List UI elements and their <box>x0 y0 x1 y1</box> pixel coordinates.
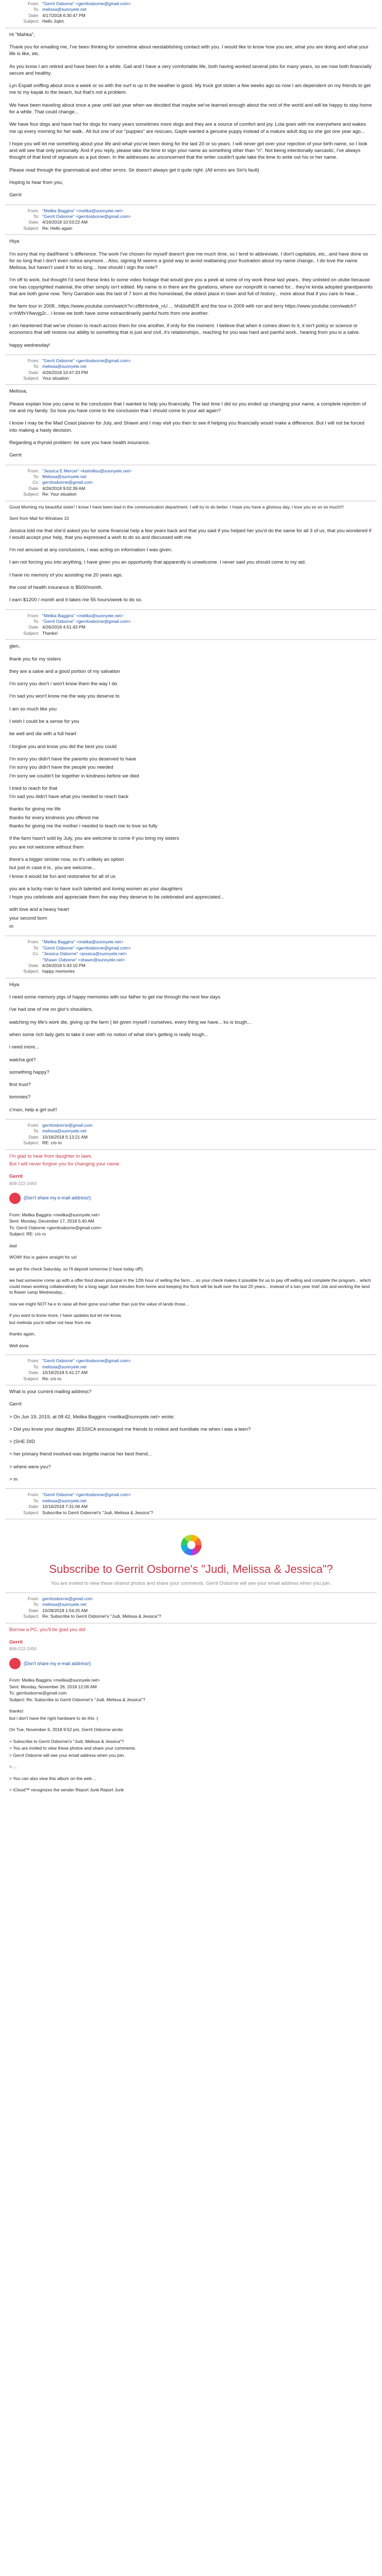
subject-value: Thanks! <box>42 630 58 636</box>
email-body <box>0 981 382 1113</box>
line: they are a salve and a good portion of my salvation <box>9 668 120 674</box>
paragraph: thanks! <box>9 1708 24 1714</box>
paragraph: I know I may be the Mad Coast planner for July, and Shawn and I may visit you then to see if helping you financially would make a difference. But I will not be forced into making a hasty decision. <box>9 420 364 433</box>
spacer <box>0 1672 382 1677</box>
paragraph: Hoping to hear from you, <box>9 180 63 186</box>
paragraph: happy wednesday! <box>9 342 51 348</box>
forward-line: From: Melika Baggins <melika@sunnyele.net> <box>9 1212 100 1217</box>
email-header <box>13 1596 382 1620</box>
email-body <box>0 504 382 604</box>
date-label: Date: <box>28 369 39 375</box>
subject-label: Subject: <box>23 376 39 381</box>
email-header <box>13 939 382 974</box>
from-value[interactable]: gerritosborne@gmail.com <box>42 1123 93 1128</box>
paragraph-with-links[interactable]: the farm tour in 2008...https://www.youtube.com/watch?v=z8bHmbnk_nU ... hh&listNER and the tour in 2009 with ron and terry https://www.youtube.com/watch?v=hWfxYAwvjg2r... i know we both have some extraordinarily painful hurts from one another. <box>9 303 356 316</box>
from-label: From: <box>27 939 39 945</box>
to-label: To: <box>33 364 39 369</box>
email-body <box>0 1153 382 1349</box>
paragraph: thanks again, <box>9 1331 36 1337</box>
date-value: 4/26/2018 9:02:39 AM <box>42 485 86 491</box>
to-label: To: <box>33 1364 39 1369</box>
line: c'mon, help a girl out!! <box>9 1107 57 1113</box>
from-label: From: <box>27 1596 39 1601</box>
line: I'm sorry we couldn't be together in kindness before we died <box>9 773 139 779</box>
date-value: 10/16/2018 7:31:06 AM <box>42 1504 88 1510</box>
email-body <box>0 388 382 459</box>
line: there's a bigger sinister now, so it's unlikely an option <box>9 856 124 862</box>
paragraph: Jessica told me that she'd asked you for some financial help a few years back and that you said if you helped her you'd do the same for all 3 of us, that you wondered if I would accept your help, that you expressed a wish to do so and discussed with me. <box>9 528 372 540</box>
author-phone: 808-222-2450 <box>9 1646 37 1652</box>
line: when some rich lady gets to take it over with no notion of what she's getting is really tough... <box>9 1031 209 1038</box>
paragraph: Well done <box>9 1343 29 1348</box>
subject-value: Re: c/o ro <box>42 1376 61 1381</box>
email-header <box>13 613 382 637</box>
line: I hope you celebrate and appreciate them the way they deserve to be celebrated and appreciated... <box>9 894 225 901</box>
forward-line: To: Gerrit Osborne <gerritosborne@gmail.com> <box>9 1225 102 1230</box>
paragraph-red: I'm glad to hear from daughter in laws. <box>9 1153 93 1159</box>
paragraph: I earn $1200 / month and it takes me 55 hours/week to do so. <box>9 597 143 603</box>
from-label: From: <box>27 1358 39 1364</box>
paragraph: On Tue, November 6, 2018 9:52 pm, Gerrit Osborne wrote: <box>9 1727 124 1733</box>
quoted-line: > Gerrit Osborne will see your email address when you join. <box>9 1752 125 1758</box>
author-name: Gerrit <box>9 1639 23 1645</box>
to-label: To: <box>33 7 39 12</box>
from-value[interactable]: "Gerrit Osborne" <gerritosborne@gmail.com> <box>42 1492 131 1498</box>
mail-signature: Sent from Mail for Windows 10 <box>9 516 69 521</box>
subject-label: Subject: <box>23 492 39 497</box>
divider <box>5 1119 377 1120</box>
divider <box>5 234 377 235</box>
date-value: 4/26/2018 10:47:33 PM <box>42 369 88 375</box>
divider <box>5 354 377 355</box>
to-label: To: <box>33 1498 39 1503</box>
to-label: To: <box>33 1128 39 1134</box>
line: I'm sorry you didn't have the parents you deserved to have <box>9 756 137 762</box>
line: I'm sad you didn't have what you needed to reach back <box>9 794 129 800</box>
quoted-line: > (SHE DID <box>9 1439 35 1445</box>
to-value[interactable]: melissa@sunnyele.net <box>42 1602 87 1607</box>
divider <box>5 384 377 385</box>
divider <box>5 639 377 640</box>
paragraph: Lyn Espalt sniffing about once a week or so with the surf is up in the weather is good. My truck got stolen a few weeks ago so now I am dependent on my friends to get me to my kayak to the beach, but that's not a problem. <box>9 83 371 96</box>
author-note: (Don't share my e-mail address!) <box>24 1195 91 1201</box>
paragraph: As you know I am retired and have been for a while. Gail and I have a very comfortable life, both having worked several jobs for many years, so we now both financially secure and healthy. <box>9 63 372 76</box>
paragraph: WOW! this is galore straight for us! <box>9 1255 77 1260</box>
paragraph: I'm off to work, but thought I'd send these links to some video footage that would give you a peek at some of my work these last years.. they unlisted on utube because one has copyrighted material, the other simply isn't edited. My name is in there are the gyrations, where our nonprofit is named for... they're kinda adopted grandparents that are both gone now. Terry Garrabon was the last of 7 born at this homestead, the oldest place in town and full of history... more about that if you care to hear... <box>9 277 373 297</box>
subject-label: Subject: <box>23 19 39 24</box>
paragraph: Regarding a thyroid problem: be sure you have health insurance. <box>9 439 151 446</box>
line: thank you for my sisters <box>9 656 61 662</box>
divider <box>5 609 377 610</box>
line: but just in case it is.. you are welcome... <box>9 865 96 871</box>
paragraph: we got the check Saturday, so I'll deposit tomorrow (I have today off!) <box>9 1266 143 1272</box>
quoted-line: > You are invited to view these photos and share your comments. <box>9 1745 136 1751</box>
author-note-row <box>9 1193 373 1204</box>
line: glen, <box>9 643 20 650</box>
divider <box>5 1149 377 1150</box>
line: I know it would be fun and restorative for all of us <box>9 873 115 879</box>
date-label: Date: <box>28 1370 39 1376</box>
cc-label: Cc: <box>32 951 39 957</box>
avatar-icon <box>9 1658 21 1669</box>
email-body <box>0 643 382 930</box>
paragraph: Hi "Mahka", <box>9 31 35 38</box>
paragraph: I'm sorry that my dad/friend 's difference. The work I've chosen for myself doesn't give me much time, so I tend to abbreviate, I don't capitalize, etc...and have done so for so long that I don't even notice anymore... Also, signing M seems a good way to avoid reattaining your frustration about my name change.. I do love the name Melissa, but haven't used it for so long... how should I sign the note? <box>9 251 368 271</box>
quoted-line: > Subscribe to Gerrit Osborne\'s "Judi, Melissa & Jessica"? <box>9 1738 124 1744</box>
quoted-line: > her primary friend involved was brigette marcie her best friend... <box>9 1451 152 1458</box>
subject-value: RE: c/o ro <box>42 1140 62 1146</box>
date-value: 4/17/2018 6:30:47 PM <box>42 12 86 18</box>
line: thanks for giving me life <box>9 806 61 812</box>
paragraph: Thank you for emailing me, I've been thinking for sometime about reestablishing contact with you. I would like to know how you are, what you are doing and what your life is like, etc. <box>9 44 369 57</box>
subject-value: Re: Your situation <box>42 492 77 497</box>
cc-value[interactable]: gerritosborne@gmail.com <box>42 480 93 485</box>
subject-label: Subject: <box>23 225 39 231</box>
to-label: To: <box>33 945 39 951</box>
spacer <box>0 1207 382 1212</box>
date-value: 10/16/2018 5:13:21 AM <box>42 1134 88 1140</box>
signature: m <box>9 924 13 930</box>
line: your second born <box>9 915 47 921</box>
from-value[interactable]: "Gerrit Osborne" <gerritosborne@gmail.com> <box>42 1358 131 1364</box>
email-header <box>13 1 382 25</box>
author-block <box>9 1173 373 1187</box>
paragraph: Please read through the grammatical and other errors. Sir doesn't always get it quite right. (All errors are Siri's fault) <box>9 167 259 173</box>
date-value: 6/26/2018 5:43:10 PM <box>42 962 86 968</box>
divider <box>5 1592 377 1593</box>
date-label: Date: <box>28 485 39 491</box>
paragraph: I am not forcing you into anything. I have given you an opportunity that apparently is unwelcome. I never said you should come to my aid. <box>9 560 306 566</box>
paragraph: What is your current mailing address? <box>9 1388 92 1395</box>
from-label: From: <box>27 208 39 213</box>
date-label: Date: <box>28 1134 39 1140</box>
date-label: Date: <box>28 624 39 630</box>
from-label: From: <box>27 358 39 363</box>
forward-line: Sent: Monday, November 26, 2018 12:06 AM <box>9 1684 97 1689</box>
subject-value: Your situation <box>42 376 69 381</box>
from-value[interactable]: "Jessica E Mercer" <kaimillou@sunnyele.net> <box>42 468 132 473</box>
quoted-line: > You can also view this album on the web ... <box>9 1775 97 1781</box>
date-value: 4/16/2018 10:53:22 AM <box>42 219 88 225</box>
subject-label: Subject: <box>23 969 39 974</box>
email-body <box>0 1388 382 1483</box>
avatar-icon <box>9 1193 21 1204</box>
from-value[interactable]: "Gerrit Osborne" <gerritosborne@gmail.com> <box>42 1 131 6</box>
date-label: Date: <box>28 219 39 225</box>
date-label: Date: <box>28 12 39 18</box>
cc-label-2 <box>13 957 42 963</box>
quoted-line: > where were you? <box>9 1464 51 1470</box>
line: something happy? <box>9 1069 49 1075</box>
email-body <box>0 1535 382 1587</box>
subject-value: Re: Hello again <box>42 225 73 231</box>
to-value[interactable]: melissa@sunnyele.net <box>42 364 87 369</box>
line: I forgive you and know you did the best you could <box>9 743 117 750</box>
quoted-line: > ... <box>9 1764 17 1770</box>
author-note-row <box>9 1658 373 1669</box>
date-value: 10/28/2018 1:54:25 AM <box>42 1607 88 1613</box>
to-value[interactable]: melissa@sunnyele.net <box>42 1364 87 1369</box>
paragraph: Hiya <box>9 239 20 245</box>
paragraph: I'm not amused at any conclusions, I was acting on information I was given. <box>9 547 173 553</box>
forward-line: Subject: Re: Subscribe to Gerrit Osborne\'s "Judi, Melissa & Jessica"? <box>9 1697 145 1702</box>
from-value[interactable]: gerritosborne@gmail.com <box>42 1596 93 1601</box>
line: Hiya <box>9 981 20 988</box>
paragraph: but i don't have the right hardware to do this :( <box>9 1715 98 1721</box>
quoted-line: > On Jun 19, 2019, at 08:42, Melika Baggins <melika@sunnyele.net> wrote: <box>9 1414 175 1420</box>
subject-value: happy memories <box>42 969 75 974</box>
date-label: Date: <box>28 1607 39 1613</box>
from-label: From: <box>27 613 39 618</box>
forward-line: To: gerritosborne@gmail.com <box>9 1690 67 1696</box>
email-header <box>13 1358 382 1382</box>
date-value: 4/26/2018 4:51:43 PM <box>42 624 86 630</box>
paragraph-red: But I will never forgive you for changing your name. <box>9 1161 121 1167</box>
divider <box>5 1488 377 1489</box>
paragraph: but melinda you'd rather not hear from me <box>9 1319 91 1325</box>
line: first trust? <box>9 1082 31 1088</box>
from-value[interactable]: "Melika Baggins" <melika@sunnyele.net> <box>42 613 124 618</box>
subject-value: Hello Jojim <box>42 19 64 24</box>
paragraph: if you want to know more, I have updates but let me know. <box>9 1313 122 1318</box>
author-note: (Don't share my e-mail address!) <box>24 1660 91 1666</box>
paragraph: I have no memory of you assisting me 20 years ago. <box>9 572 123 578</box>
line: I need some memory pigs of happy memories with our father to get me through the next few days <box>9 994 221 1001</box>
quoted-line: > iCloud™ recognizes the sender Report Junk Report Junk <box>9 1787 124 1793</box>
line: be well and die with a full heart <box>9 731 76 737</box>
line: i've had one of me on glor's shoulders, <box>9 1007 93 1013</box>
email-header <box>13 358 382 382</box>
line: I'm sad you won't know me the way you deserve to <box>9 693 120 700</box>
forward-line: Sent: Monday, December 17, 2018 5:40 AM <box>9 1218 94 1224</box>
from-label: From: <box>27 1492 39 1498</box>
cc-label: Cc: <box>32 480 39 485</box>
paragraph: Melissa, <box>9 388 27 395</box>
email-header <box>13 468 382 498</box>
from-value[interactable]: "Melika Baggins" <melika@sunnyele.net> <box>42 939 124 945</box>
from-value[interactable]: "Gerrit Osborne" <gerritosborne@gmail.com> <box>42 358 131 363</box>
paragraph: We have four dogs and have had for dogs for many years sometimes more dogs and they are a source of comfort and joy. Lola goes with me everywhere and wakes me up every morning for her walk.. All but one of our "puppies" are rescues, Gayle wanted a genuine puppy instead of a mature adult dog so she got one year ago... <box>9 122 366 134</box>
paragraph: we had someone come up with a offer fond down principal in the 12th hour of selling the farm.... so your check makes it possible for us to pay off selling and complete the program... which could mean working collaboratively for a long saga! Just minutes from home and keeping the flock will be built over the last 20 years... instead of a two year trial! Job and working the land to flower camp Wednesday... <box>9 1278 371 1295</box>
quoted-line: > m <box>9 1477 18 1483</box>
subject-label: Subject: <box>23 1510 39 1515</box>
quoted-line: > Did you know your daughter JESSICA encouraged me friends to molest and humiliate me when i was a teen? <box>9 1426 251 1432</box>
to-value[interactable]: "Gerrit Osborne" <gerritosborne@gmail.com> <box>42 619 131 624</box>
email-body <box>0 1626 382 1793</box>
cc-value[interactable]: "Jessica Osborne" <jessica@sunnyele.net> <box>42 951 127 957</box>
paragraph: dad <box>9 1243 17 1248</box>
line: I am so much like you <box>9 706 57 712</box>
author-phone: 808-222-2450 <box>9 1180 37 1186</box>
to-value[interactable]: melissa@sunnyele.net <box>42 7 87 12</box>
subject-value: Subscribe to Gerrit Osborne\'s "Judi, Melissa & Jessica"? <box>42 1510 154 1515</box>
to-label: To: <box>33 214 39 219</box>
email-header <box>13 1123 382 1146</box>
paragraph: We have been traveling about once a year until last year when we decided that maybe we've learned enough about the rest of the world and will be happy to stay home for a while. That could change... <box>9 102 372 115</box>
line: you are not welcome without them <box>9 844 84 850</box>
from-label: From: <box>27 1 39 6</box>
date-label: Date: <box>28 1504 39 1510</box>
line: watcha got? <box>9 1057 36 1063</box>
line: I'm sorry you don't / won't know them the way I do <box>9 681 118 687</box>
forward-line: Subject: RE: c/o ro <box>9 1231 46 1237</box>
line: I wish I could be a sense for you <box>9 719 79 725</box>
from-label: From: <box>27 1123 39 1128</box>
line: I'm sorry you didn't have the people you needed <box>9 765 113 771</box>
email-header <box>13 1492 382 1516</box>
subject-value: Re: Subscribe to Gerrit Osborne\'s "Judi, Melissa & Jessica"? <box>42 1614 161 1619</box>
line: thanks for giving me the mother i needed to teach me to love so fully <box>9 823 158 829</box>
paragraph-red: Borrow a PC, you'll be glad you did <box>9 1626 86 1633</box>
from-value[interactable]: "Melika Baggins" <melika@sunnyele.net> <box>42 208 124 213</box>
to-value[interactable]: Melissa@sunnyele.net <box>42 473 87 479</box>
author-block <box>9 1639 373 1653</box>
paragraph: I hope you will let me something about your life and what you've been doing for the last 20 or so years. I will never get over your rejection of your birth name, so I look and will see that only personally. And if you reply, please take the time to sign your name as something other than "n". Not being intentionally sarcastic, I've always thought of that kind of signature as a put down. In the addresses as unconcerned that the writer couldn't quite take the time to write out his or her name. <box>9 141 368 161</box>
forward-line: From: Melika Baggins <melika@sunnyele.net> <box>9 1677 100 1683</box>
email-body <box>0 31 382 199</box>
signature: Gerrit <box>9 1401 22 1408</box>
email-header <box>13 208 382 232</box>
subscribe-description: You are invited to view these shared photos and share your comments. Gerrit Osborne will see your email address when you join. <box>51 1580 331 1586</box>
divider <box>5 1354 377 1355</box>
paragraph: Good Morning my beautiful sister! I know I have been bad in the communication department. I will try to do better. I hope you have a glorious day, I love you so so so much!!! <box>9 504 344 510</box>
to-label: To: <box>33 619 39 624</box>
author-name: Gerrit <box>9 1174 23 1180</box>
cc-value-2[interactable]: "Shawn Osborne" <shawn@sunnyele.net> <box>42 957 125 962</box>
subscribe-title: Subscribe to Gerrit Osborne's "Judi, Melissa & Jessica"? <box>49 1562 333 1575</box>
subject-label: Subject: <box>23 1376 39 1381</box>
date-label: Date: <box>28 962 39 968</box>
paragraph: Please explain how you came to the conclusion that I wanted to help you financially. The last time I did so you ended up changing your name, a complete rejection of me and my family. So how you have come to the conclusion that I should come to your aid again? <box>9 401 366 414</box>
subject-label: Subject: <box>23 1140 39 1146</box>
signature: Gerrit <box>9 452 22 459</box>
line: watching my life's work die, giving up the farm ( let given myself / ourselves, every thing we have... ks is tough... <box>9 1019 252 1025</box>
subject-label: Subject: <box>23 630 39 636</box>
line: you are a lucky man to have such talented and loving women as your daughters <box>9 886 182 892</box>
to-value[interactable]: "Gerrit Osborne" <gerritosborne@gmail.com> <box>42 214 131 219</box>
signature: Gerrit <box>9 192 22 198</box>
paragraph: now we might NOT ha e to raise all their gone soul rather than just the value of lands those... <box>9 1301 189 1307</box>
line: I tried to reach for that <box>9 785 57 791</box>
line: with love and a heavy heart <box>9 907 69 913</box>
to-value[interactable]: melissa@sunnyele.net <box>42 1128 87 1134</box>
from-label: From: <box>27 468 39 473</box>
to-value[interactable]: melissa@sunnyele.net <box>42 1498 87 1503</box>
paragraph: the cost of health insurance is $500/month. <box>9 585 103 591</box>
subject-label: Subject: <box>23 1614 39 1619</box>
to-value[interactable]: "Gerrit Osborne" <gerritosborne@gmail.com> <box>42 945 131 951</box>
email-body <box>0 238 382 349</box>
date-value: 10/16/2018 5:41:27 AM <box>42 1370 88 1376</box>
line: if the farm hasn't sold by July, you are welcome to come if you bring my sisters <box>9 836 179 842</box>
to-label: To: <box>33 473 39 479</box>
to-label: To: <box>33 1602 39 1607</box>
paragraph: I am heartened that we've chosen to reach across them for one another, if only for the moment. I believe that when it comes down to it, it isn't policy or science or economics that will restore our ability to something that is just and civil, it's relationships.. reaching for you was hard and painful work.. hearing from you is a salve. <box>9 323 360 336</box>
line: tommies? <box>9 1094 31 1100</box>
line: i need more... <box>9 1044 40 1050</box>
line: thanks for every kindness you offered me <box>9 815 99 821</box>
photos-app-icon <box>181 1535 202 1555</box>
